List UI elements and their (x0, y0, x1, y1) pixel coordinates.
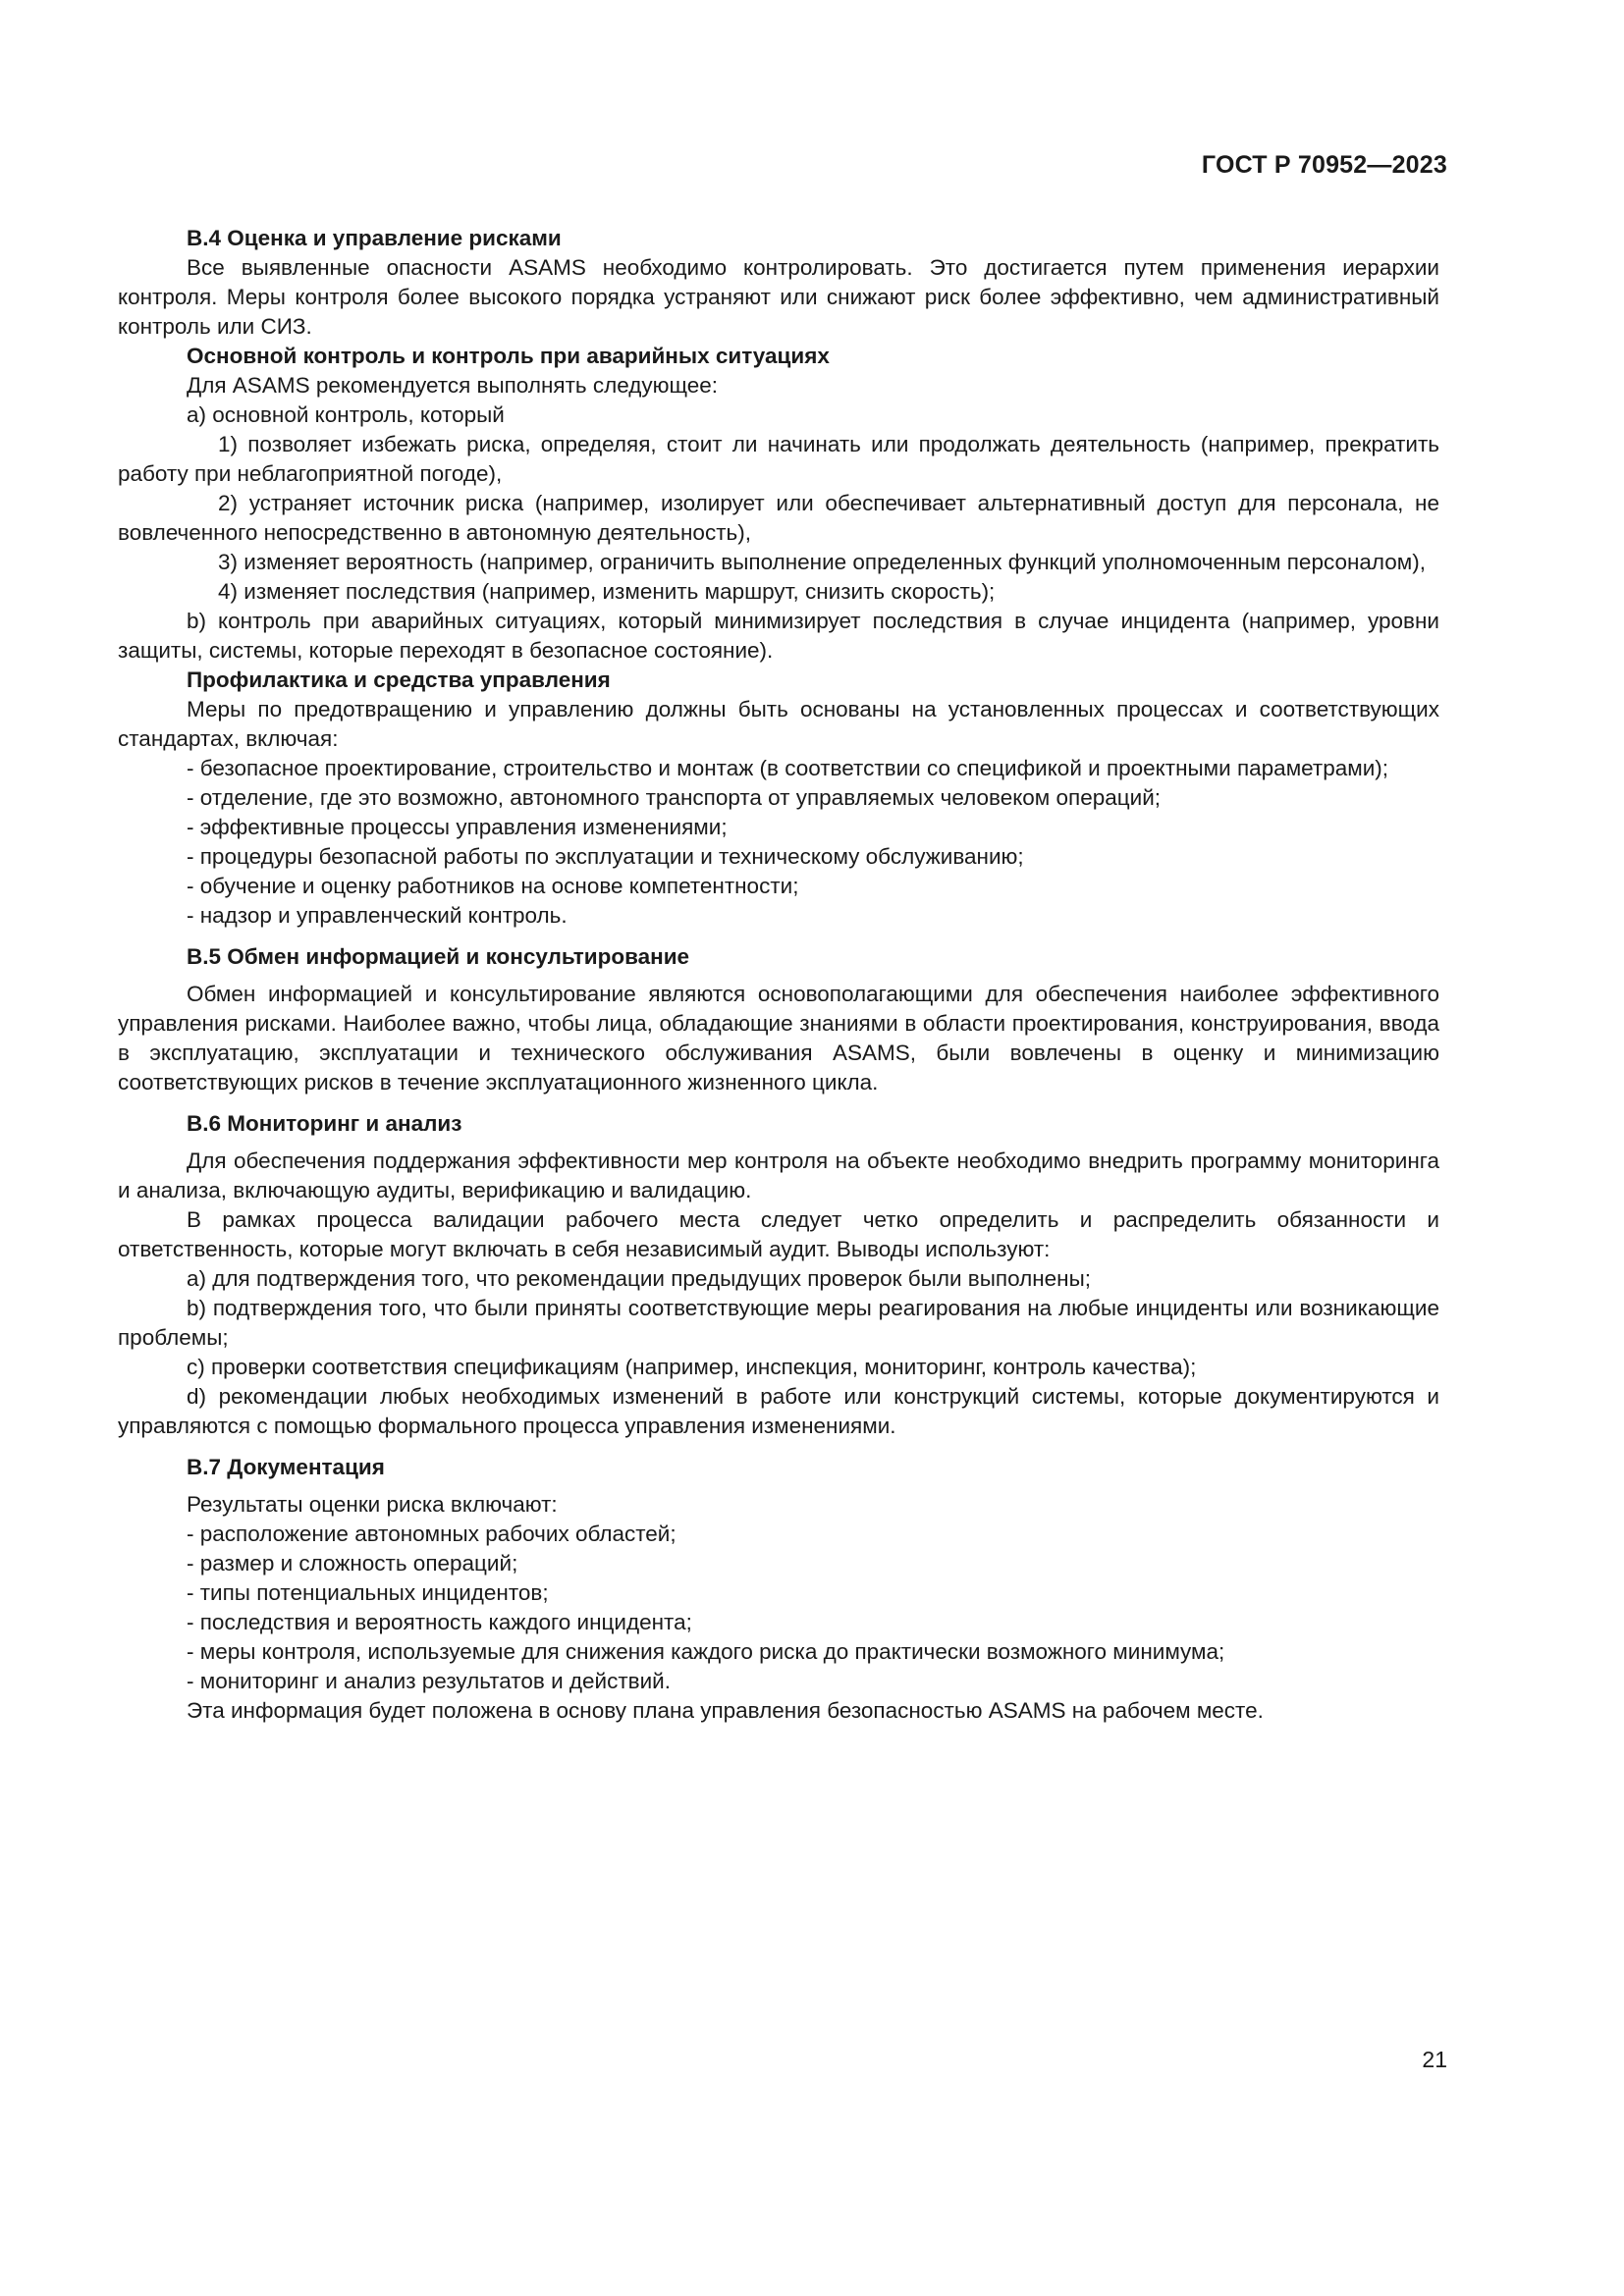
section-b4-item-a: а) основной контроль, который (187, 402, 505, 427)
list-item: а) для подтверждения того, что рекомендации предыдущих проверок были выполнены; (187, 1266, 1092, 1291)
section-b4-intro: Все выявленные опасности ASAMS необходимо контролировать. Это достигается путем применения иерархии контроля. Меры контроля более высокого порядка устраняют или снижают риск более эффективно, чем административный контроль или СИЗ. (118, 255, 1439, 339)
section-b6-p2: В рамках процесса валидации рабочего места следует четко определить и распределить обязанности и ответственность, которые могут включать в себя независимый аудит. Выводы используют: (118, 1207, 1439, 1261)
list-item: - процедуры безопасной работы по эксплуатации и техническому обслуживанию; (187, 844, 1024, 869)
section-b7-title: B.7 Документация (187, 1455, 385, 1479)
list-item: - надзор и управленческий контроль. (187, 903, 568, 928)
list-item: - эффективные процессы управления изменениями; (187, 815, 728, 839)
list-item: - размер и сложность операций; (187, 1551, 518, 1575)
list-item: 1) позволяет избежать риска, определяя, стоит ли начинать или продолжать деятельность (например, прекратить работу при неблагоприятной погоде), (118, 432, 1439, 486)
section-b5-body: Обмен информацией и консультирование являются основополагающими для обеспечения наиболее эффективного управления рисками. Наиболее важно, чтобы лица, обладающие знаниями в области проектирования, конструирования, ввода в эксплуатацию, эксплуатации и технического обслуживания ASAMS, были вовлечены в оценку и минимизацию соответствующих рисков в течение эксплуатационного жизненного цикла. (118, 982, 1439, 1095)
list-item: - безопасное проектирование, строительство и монтаж (в соответствии со спецификой и проектными параметрами); (187, 756, 1389, 780)
list-item: - обучение и оценку работников на основе компетентности; (187, 874, 799, 898)
section-b4-title: B.4 Оценка и управление рисками (187, 226, 562, 250)
list-item: - расположение автономных рабочих областей; (187, 1522, 677, 1546)
list-item: - отделение, где это возможно, автономного транспорта от управляемых человеком операций; (187, 785, 1162, 810)
list-item: - типы потенциальных инцидентов; (187, 1580, 549, 1605)
section-b7-outro: Эта информация будет положена в основу плана управления безопасностью ASAMS на рабочем месте. (187, 1698, 1264, 1723)
list-item: 4) изменяет последствия (например, изменить маршрут, снизить скорость); (218, 579, 996, 604)
list-item: c) проверки соответствия спецификациям (например, инспекция, мониторинг, контроль качества); (187, 1355, 1197, 1379)
list-item: - последствия и вероятность каждого инцидента; (187, 1610, 692, 1634)
section-b4-sub1-intro: Для ASAMS рекомендуется выполнять следующее: (187, 373, 719, 398)
section-b5-title: B.5 Обмен информацией и консультирование (187, 944, 690, 969)
section-b6-p1: Для обеспечения поддержания эффективности мер контроля на объекте необходимо внедрить программу мониторинга и анализа, включающую аудиты, верификацию и валидацию. (118, 1148, 1439, 1202)
section-b4-sub2-title: Профилактика и средства управления (187, 667, 611, 692)
section-b4-item-b: b) контроль при аварийных ситуациях, который минимизирует последствия в случае инцидента (например, уровни защиты, системы, которые переходят в безопасное состояние). (118, 609, 1439, 663)
list-item: - меры контроля, используемые для снижения каждого риска до практически возможного минимума; (187, 1639, 1225, 1664)
list-item: 2) устраняет источник риска (например, изолирует или обеспечивает альтернативный доступ для персонала, не вовлеченного непосредственно в автономную деятельность), (118, 491, 1439, 545)
document-code: ГОСТ Р 70952—2023 (1201, 151, 1447, 179)
section-b4-sub2-intro: Меры по предотвращению и управлению должны быть основаны на установленных процессах и соответствующих стандартах, включая: (118, 697, 1439, 751)
list-item: d) рекомендации любых необходимых изменений в работе или конструкций системы, которые документируются и управляются с помощью формального процесса управления изменениями. (118, 1384, 1439, 1438)
list-item: b) подтверждения того, что были приняты соответствующие меры реагирования на любые инциденты или возникающие проблемы; (118, 1296, 1439, 1350)
section-b4-sub1-title: Основной контроль и контроль при аварийных ситуациях (187, 344, 830, 368)
list-item: 3) изменяет вероятность (например, ограничить выполнение определенных функций уполномоченным персоналом), (218, 550, 1427, 574)
section-b7-intro: Результаты оценки риска включают: (187, 1492, 558, 1517)
document-body (118, 224, 1439, 1726)
list-item: - мониторинг и анализ результатов и действий. (187, 1669, 672, 1693)
section-b6-title: B.6 Мониторинг и анализ (187, 1111, 462, 1136)
page-number: 21 (1422, 2047, 1447, 2072)
